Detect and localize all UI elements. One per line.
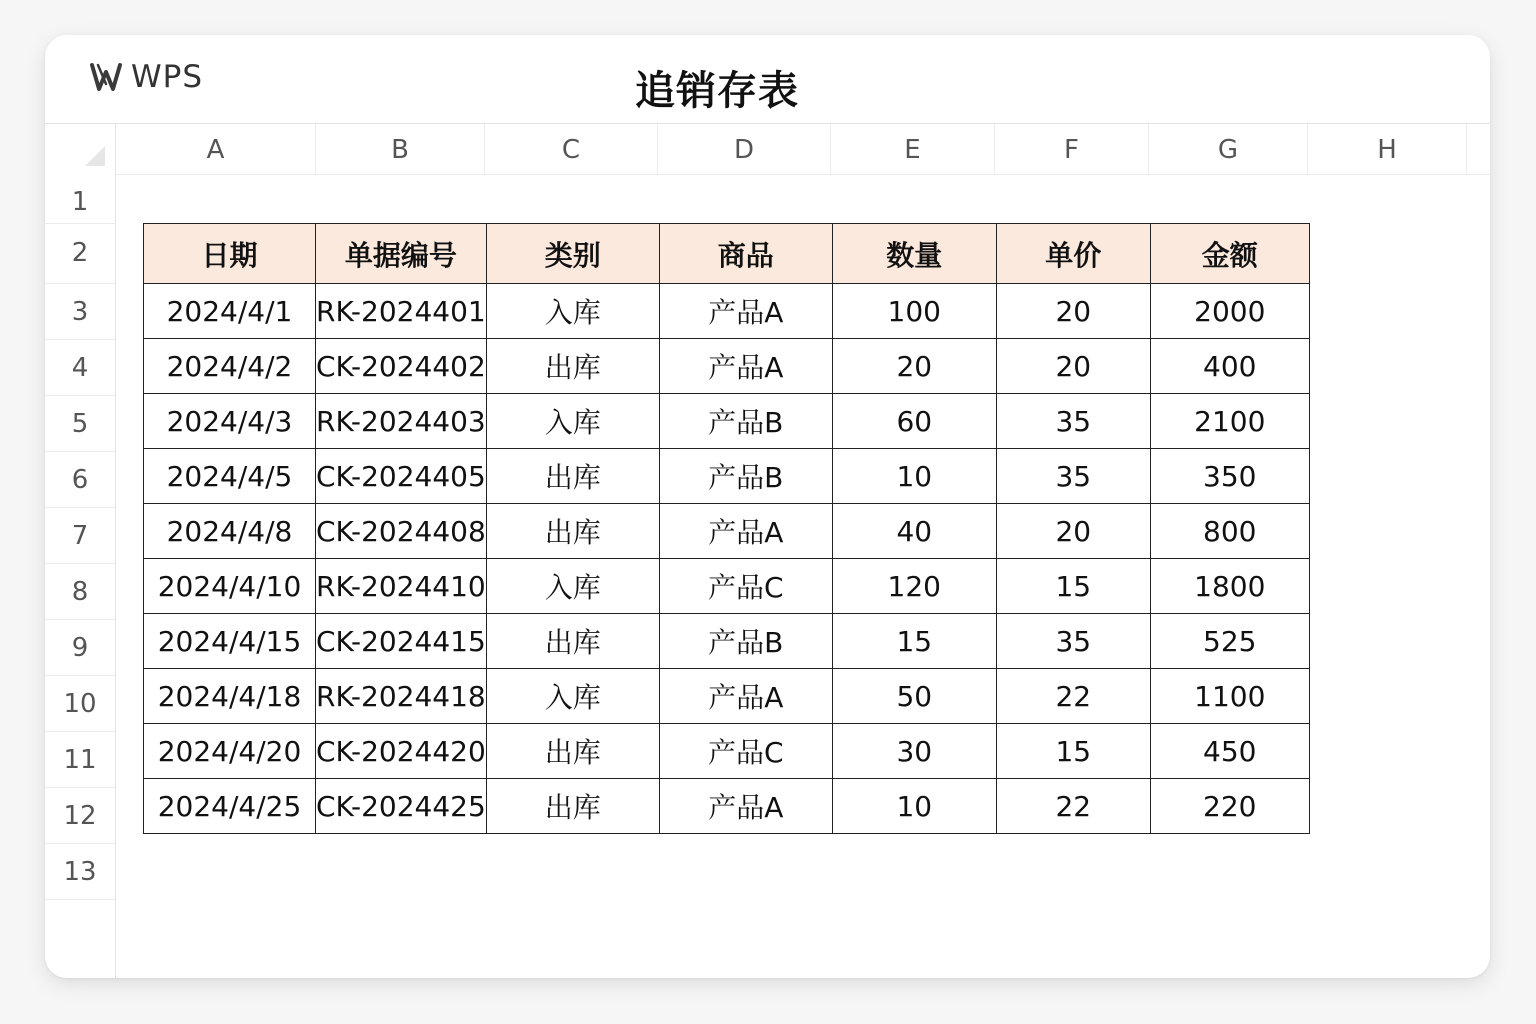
cell-product[interactable]: 产品B <box>659 614 832 669</box>
table-row <box>144 284 1310 339</box>
cell-date[interactable]: 2024/4/18 <box>144 669 316 724</box>
cell-unit-price[interactable]: 15 <box>996 559 1150 614</box>
row-header-column <box>45 174 116 978</box>
cell-date[interactable]: 2024/4/20 <box>144 724 316 779</box>
header-cell-product[interactable]: 商品 <box>659 224 832 284</box>
row-header-5[interactable]: 5 <box>45 396 115 452</box>
table-row <box>144 449 1310 504</box>
cell-category[interactable]: 入库 <box>486 559 659 614</box>
cell-doc-no[interactable]: RK-2024401 <box>316 284 487 339</box>
cell-doc-no[interactable]: CK-2024420 <box>316 724 487 779</box>
table-header-row <box>144 224 1310 284</box>
cell-amount[interactable]: 350 <box>1150 449 1309 504</box>
header-cell-date[interactable]: 日期 <box>144 224 316 284</box>
table-row <box>144 614 1310 669</box>
column-header-bar <box>45 123 1490 175</box>
cell-quantity[interactable]: 10 <box>832 449 996 504</box>
cell-category[interactable]: 出库 <box>486 339 659 394</box>
cell-doc-no[interactable]: CK-2024425 <box>316 779 487 834</box>
column-header-d[interactable]: D <box>658 124 831 174</box>
cell-quantity[interactable]: 30 <box>832 724 996 779</box>
cell-doc-no[interactable]: CK-2024405 <box>316 449 487 504</box>
cell-product[interactable]: 产品C <box>659 559 832 614</box>
row-header-10[interactable]: 10 <box>45 676 115 732</box>
cell-quantity[interactable]: 40 <box>832 504 996 559</box>
header-cell-doc-no[interactable]: 单据编号 <box>316 224 487 284</box>
cell-unit-price[interactable]: 22 <box>996 779 1150 834</box>
cell-quantity[interactable]: 60 <box>832 394 996 449</box>
cell-unit-price[interactable]: 35 <box>996 614 1150 669</box>
header-cell-unit-price[interactable]: 单价 <box>996 224 1150 284</box>
cell-amount[interactable]: 525 <box>1150 614 1309 669</box>
cell-date[interactable]: 2024/4/25 <box>144 779 316 834</box>
column-header-a[interactable]: A <box>116 124 316 174</box>
row-header-8[interactable]: 8 <box>45 564 115 620</box>
row-header-2[interactable]: 2 <box>45 224 115 284</box>
cell-product[interactable]: 产品B <box>659 394 832 449</box>
cell-amount[interactable]: 220 <box>1150 779 1309 834</box>
wps-logo-icon <box>89 60 123 94</box>
cell-amount[interactable]: 1800 <box>1150 559 1309 614</box>
cell-category[interactable]: 出库 <box>486 504 659 559</box>
row-header-12[interactable]: 12 <box>45 788 115 844</box>
header-cell-category[interactable]: 类别 <box>486 224 659 284</box>
cell-amount[interactable]: 2000 <box>1150 284 1309 339</box>
cell-doc-no[interactable]: CK-2024415 <box>316 614 487 669</box>
cell-product[interactable]: 产品A <box>659 504 832 559</box>
cell-product[interactable]: 产品A <box>659 339 832 394</box>
table-row <box>144 394 1310 449</box>
table-row <box>144 559 1310 614</box>
sheet-title: 追销存表 <box>635 68 799 114</box>
cell-unit-price[interactable]: 20 <box>996 339 1150 394</box>
cell-doc-no[interactable]: CK-2024402 <box>316 339 487 394</box>
cell-doc-no[interactable]: RK-2024403 <box>316 394 487 449</box>
cell-product[interactable]: 产品B <box>659 449 832 504</box>
cell-quantity[interactable]: 50 <box>832 669 996 724</box>
table-row <box>144 504 1310 559</box>
cell-date[interactable]: 2024/4/10 <box>144 559 316 614</box>
table-row <box>144 669 1310 724</box>
row-header-6[interactable]: 6 <box>45 452 115 508</box>
cell-date[interactable]: 2024/4/3 <box>144 394 316 449</box>
cell-unit-price[interactable]: 35 <box>996 449 1150 504</box>
data-table <box>143 223 1310 834</box>
cell-product[interactable]: 产品A <box>659 779 832 834</box>
cell-category[interactable]: 入库 <box>486 394 659 449</box>
cell-unit-price[interactable]: 20 <box>996 284 1150 339</box>
row-header-7[interactable]: 7 <box>45 508 115 564</box>
table-row <box>144 724 1310 779</box>
cell-doc-no[interactable]: RK-2024418 <box>316 669 487 724</box>
cell-amount[interactable]: 1100 <box>1150 669 1309 724</box>
column-header-e[interactable]: E <box>831 124 995 174</box>
cell-unit-price[interactable]: 22 <box>996 669 1150 724</box>
cell-amount[interactable]: 800 <box>1150 504 1309 559</box>
select-all-icon <box>85 146 105 166</box>
cell-product[interactable]: 产品A <box>659 284 832 339</box>
cell-category[interactable]: 出库 <box>486 724 659 779</box>
row-header-1[interactable]: 1 <box>45 174 115 224</box>
app-logo[interactable] <box>89 57 203 97</box>
column-header-g[interactable]: G <box>1149 124 1308 174</box>
row-header-13[interactable]: 13 <box>45 844 115 900</box>
header-cell-amount[interactable]: 金额 <box>1150 224 1309 284</box>
cell-amount[interactable]: 450 <box>1150 724 1309 779</box>
cell-category[interactable]: 入库 <box>486 284 659 339</box>
cell-category[interactable]: 出库 <box>486 614 659 669</box>
cell-date[interactable]: 2024/4/15 <box>144 614 316 669</box>
cell-category[interactable]: 出库 <box>486 449 659 504</box>
cell-product[interactable]: 产品A <box>659 669 832 724</box>
column-header-f[interactable]: F <box>995 124 1149 174</box>
cell-unit-price[interactable]: 20 <box>996 504 1150 559</box>
cell-quantity[interactable]: 20 <box>832 339 996 394</box>
column-header-b[interactable]: B <box>316 124 485 174</box>
select-all-corner[interactable] <box>45 124 116 174</box>
logo-text: WPS <box>131 59 204 95</box>
column-header-h[interactable]: H <box>1308 124 1467 174</box>
row-header-4[interactable]: 4 <box>45 340 115 396</box>
cell-quantity[interactable]: 100 <box>832 284 996 339</box>
row-header-3[interactable]: 3 <box>45 284 115 340</box>
cell-category[interactable]: 出库 <box>486 779 659 834</box>
cell-date[interactable]: 2024/4/8 <box>144 504 316 559</box>
cell-doc-no[interactable]: RK-2024410 <box>316 559 487 614</box>
table-row <box>144 779 1310 834</box>
cell-date[interactable]: 2024/4/1 <box>144 284 316 339</box>
cell-product[interactable]: 产品C <box>659 724 832 779</box>
cell-category[interactable]: 入库 <box>486 669 659 724</box>
cell-quantity[interactable]: 120 <box>832 559 996 614</box>
cell-amount[interactable]: 400 <box>1150 339 1309 394</box>
cell-unit-price[interactable]: 35 <box>996 394 1150 449</box>
cell-quantity[interactable]: 10 <box>832 779 996 834</box>
table-row <box>144 339 1310 394</box>
cell-doc-no[interactable]: CK-2024408 <box>316 504 487 559</box>
header-cell-quantity[interactable]: 数量 <box>832 224 996 284</box>
spreadsheet-window <box>45 35 1490 978</box>
cell-date[interactable]: 2024/4/2 <box>144 339 316 394</box>
cell-date[interactable]: 2024/4/5 <box>144 449 316 504</box>
cell-quantity[interactable]: 15 <box>832 614 996 669</box>
cell-unit-price[interactable]: 15 <box>996 724 1150 779</box>
column-header-c[interactable]: C <box>485 124 658 174</box>
row-header-9[interactable]: 9 <box>45 620 115 676</box>
cell-amount[interactable]: 2100 <box>1150 394 1309 449</box>
row-header-11[interactable]: 11 <box>45 732 115 788</box>
